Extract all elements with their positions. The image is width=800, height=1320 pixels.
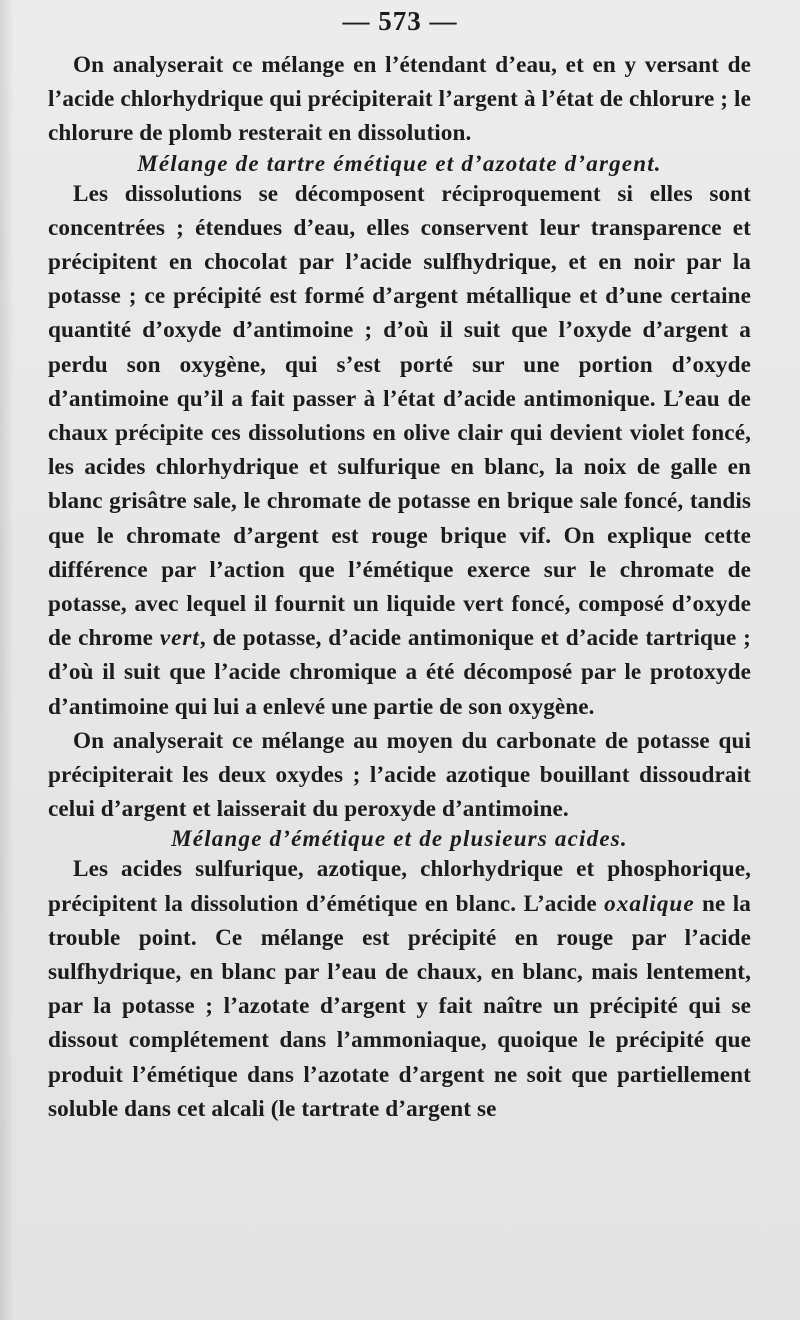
section-heading-emetique-acides: Mélange d’émétique et de plusieurs acides. xyxy=(171,826,628,852)
paragraph-3: On analyserait ce mélange au moyen du carbonate de potasse qui précipiterait les deux oxydes ; l’acide azotique bouillant dissoudrait celui d’argent et laisserait du peroxyde d’antimoine. xyxy=(48,727,751,823)
paragraph-2-italic-term: vert xyxy=(159,625,200,652)
page-body xyxy=(48,48,751,1126)
page-number: — 573 — xyxy=(342,6,458,36)
section-heading-tartre-azotate: Mélange de tartre émétique et d’azotate d’argent. xyxy=(137,150,662,176)
paragraph-4-italic-term: oxalique xyxy=(604,890,695,917)
paragraph-4-text-b: ne la trouble point. Ce mélange est précipité en rouge par l’acide sulfhydrique, en blanc par l’eau de chaux, en blanc, mais lentement, par la potasse ; l’azotate d’argent y fait naître un précipité qui se dissout complétement dans l’ammoniaque, quoique le précipité que produit l’émétique dans l’azotate d’argent ne soit que partiellement soluble dans cet alcali (le tartrate d’argent se xyxy=(48,890,752,1122)
paragraph-2-text-a: Les dissolutions se décomposent réciproquement si elles sont concentrées ; étendues d’eau, elles conservent leur transparence et précipitent en chocolat par l’acide sulfhydrique, et en noir par la potasse ; ce précipité est formé d’argent métallique et d’une certaine quantité d’oxyde d’antimoine ; d’où il suit que l’oxyde d’argent a perdu son oxygène, qui s’est porté sur une portion d’oxyde d’antimoine qu’il a fait passer à l’état d’acide antimonique. L’eau de chaux précipite ces dissolutions en olive clair qui devient violet foncé, les acides chlorhydrique et sulfurique en blanc, la noix de galle en blanc grisâtre sale, le chromate de potasse en brique sale foncé, tandis que le chromate d’argent est rouge brique vif. On explique cette différence par l’action que l’émétique exerce sur le chromate de potasse, avec lequel il fournit un liquide vert foncé, composé d’oxyde de chrome xyxy=(48,180,751,652)
paragraph-1: On analyserait ce mélange en l’étendant d’eau, et en y versant de l’acide chlorhydrique qui précipiterait l’argent à l’état de chlorure ; le chlorure de plomb resterait en dissolution. xyxy=(48,52,751,147)
paragraph-4 xyxy=(48,852,751,1126)
page-gutter-shadow xyxy=(0,0,14,1320)
paragraph-4-text-a: Les acides sulfurique, azotique, chlorhydrique et phosphorique, précipitent la dissolution d’émétique en blanc. L’acide xyxy=(48,856,751,917)
paragraph-2-text-b: , de potasse, d’acide antimonique et d’acide tartrique ; d’où il suit que l’acide chromique a été décomposé par le protoxyde d’antimoine qui lui a enlevé une partie de son oxygène. xyxy=(48,625,752,720)
paragraph-2 xyxy=(48,177,751,724)
